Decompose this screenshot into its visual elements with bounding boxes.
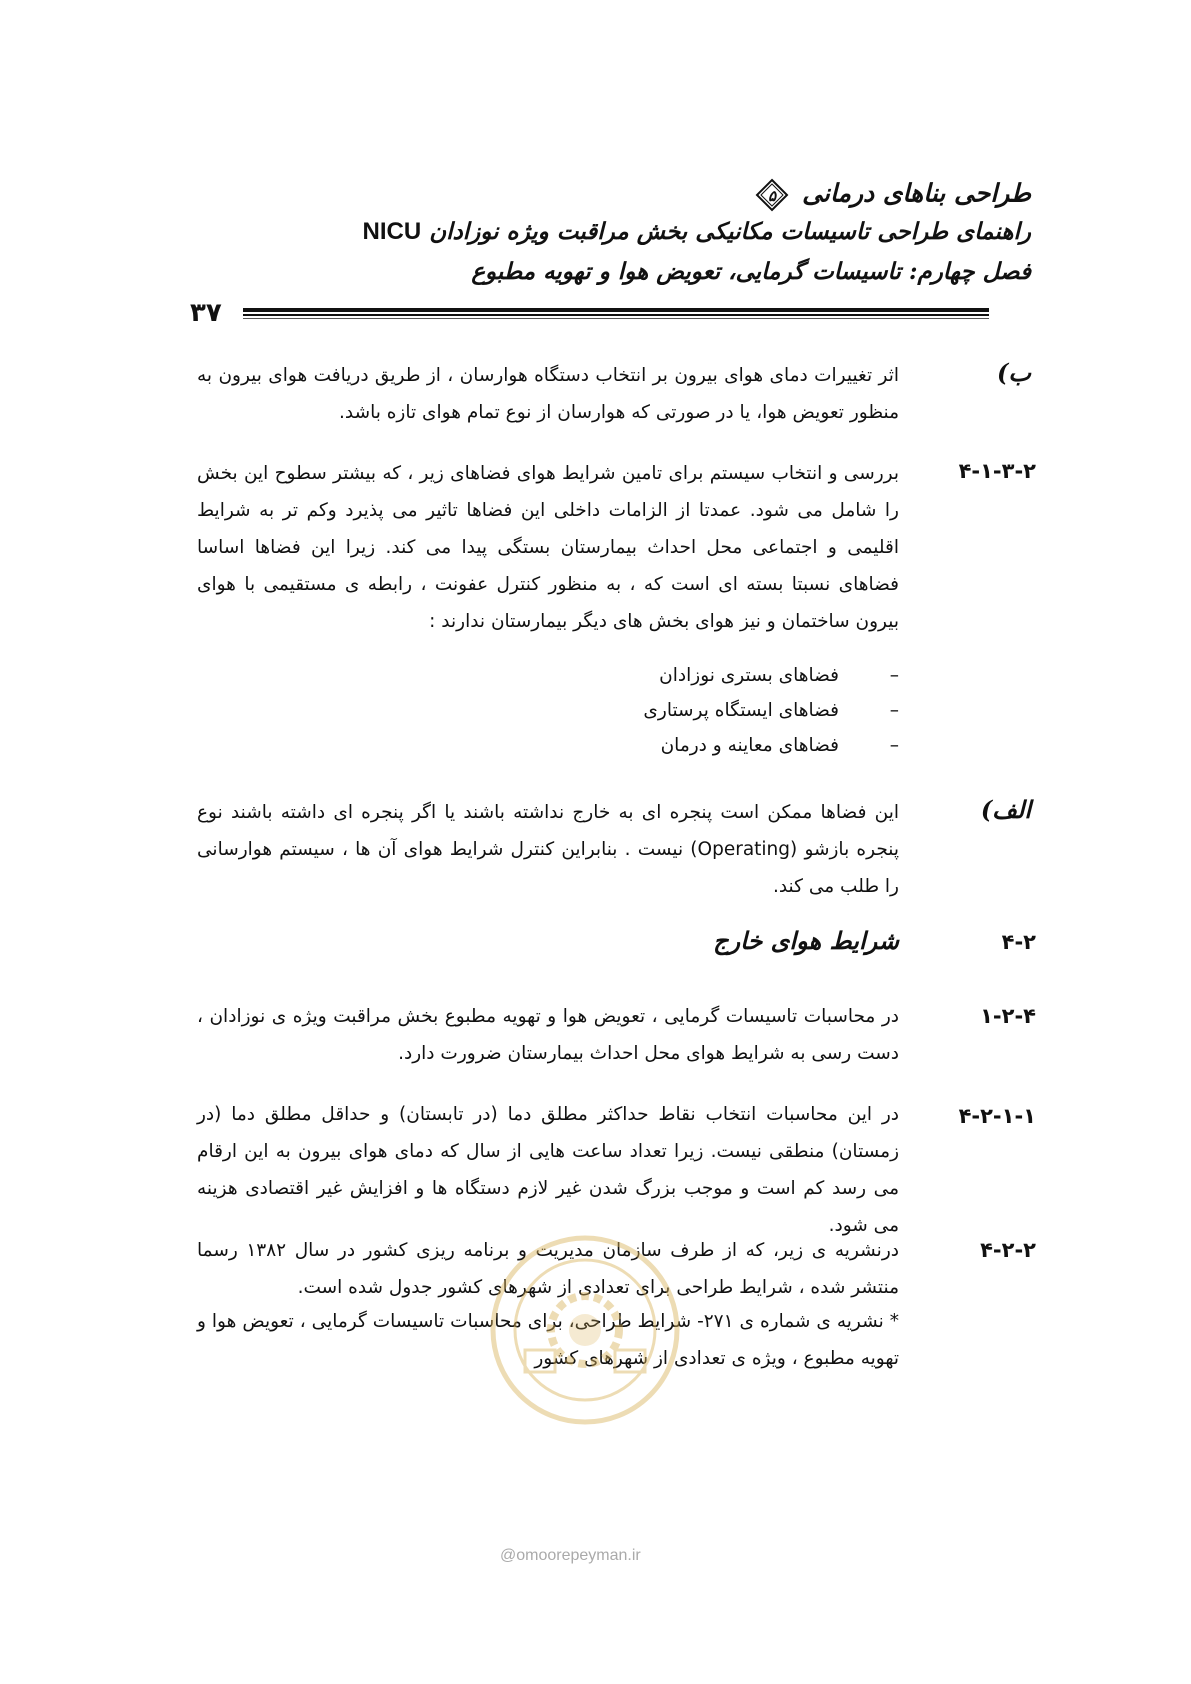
paragraph-b: اثر تغییرات دمای هوای بیرون بر انتخاب دستگاه هوارسان ، از طریق دریافت هوای بیرون به منظور تعویض هوا، یا در صورتی که هوارسان از نوع تمام هوای تازه باشد. xyxy=(197,365,899,423)
bullet-dash: – xyxy=(889,665,899,686)
clause-number-4-1-3-2: ۴-۱-۳-۲ xyxy=(958,459,1036,483)
seal-stamp-icon xyxy=(485,1230,685,1430)
bullet-dash: – xyxy=(889,700,899,721)
bullet-item xyxy=(661,727,899,764)
guide-title xyxy=(363,218,1031,246)
chapter-title: فصل چهارم: تاسیسات گرمایی، تعویض هوا و تهویه مطبوع xyxy=(471,258,1031,285)
site-watermark: @omoorepeyman.ir xyxy=(500,1547,641,1564)
item-label-alef: الف) xyxy=(980,795,1031,824)
paragraph-4-1-3-2: بررسی و انتخاب سیستم برای تامین شرایط هوای فضاهای زیر ، که بیشتر سطوح این بخش را شامل می شود. عمدتا از الزامات داخلی این فضاها تاثیر می پذیرد وکم تر به شرایط اقلیمی و اجتماعی محل احداث بیمارستان بستگی پیدا می کند. زیرا این فضاها اساسا فضاهای نسبتا بسته ای است که ، به منظور کنترل عفونت ، رابطه ی مستقیمی با هوای بیرون ساختمان و نیز هوای بخش های دیگر بیمارستان ندارند : xyxy=(197,463,899,632)
clause-number-4-2-1-1: ۴-۲-۱-۱ xyxy=(958,1104,1036,1128)
paragraph-4-2-1-1: در این محاسبات انتخاب نقاط حداکثر مطلق دما (در تابستان) و حداقل مطلق دما (در زمستان) منطقی نیست. زیرا تعداد ساعت هایی از سال که دمای هوای بیرون به این ارقام می رسد کم است و موجب بزرگ شدن غیر لازم دستگاه ها و افزایش غیر اقتصادی هزینه می شود. xyxy=(197,1104,899,1236)
paragraph-4-2-1: در محاسبات تاسیسات گرمایی ، تعویض هوا و تهویه مطبوع بخش مراقبت ویژه ی نوزادان ، دست رسی به شرایط هوای محل احداث بیمارستان ضرورت دارد. xyxy=(197,1006,899,1064)
item-label-b: ب) xyxy=(997,358,1031,387)
volume-badge-icon xyxy=(755,178,789,212)
bullet-text: فضاهای معاینه و درمان xyxy=(660,735,839,756)
bullet-text: فضاهای بستری نوزادان xyxy=(659,665,839,686)
section-title: شرایط هوای خارج xyxy=(713,926,899,955)
header-rule-hairline xyxy=(243,318,989,319)
section-number: ۴-۲ xyxy=(1001,930,1036,954)
bullet-text: فضاهای ایستگاه پرستاری xyxy=(643,700,839,721)
footnote-text: نشریه ی شماره ی ۲۷۱- شرایط طراحی، برای محاسبات تاسیسات گرمایی ، تعویض هوا و تهویه مطبوع ، ویژه ی تعدادی از شهرهای کشور xyxy=(197,1311,899,1369)
paragraph-4-2-2: درنشریه ی زیر، که از طرف سازمان مدیریت و برنامه ریزی کشور در سال ۱۳۸۲ رسما منتشر شده ، شرایط طراحی برای تعدادی از شهرهای کشور جدول شده است. xyxy=(197,1240,899,1298)
bullet-dash: – xyxy=(889,735,899,756)
book-title-text: طراحی بناهای درمانی xyxy=(802,178,1031,208)
guide-title-text: راهنمای طراحی تاسیسات مکانیکی بخش مراقبت ویژه نوزادان xyxy=(429,218,1031,245)
paragraph-alef: این فضاها ممکن است پنجره ای به خارج نداشته باشند یا اگر پنجره ای داشته باشند نوع پنجره بازشو (Operating) نیست . بنابراین کنترل شرایط هوای آن ها ، سیستم هوارسانی را طلب می کند. xyxy=(197,802,899,897)
page-number: ۳۷ xyxy=(190,298,222,328)
footnote-mark: * xyxy=(889,1311,899,1332)
bullet-item xyxy=(643,692,899,729)
header-rule-thin xyxy=(243,314,989,316)
header-rule xyxy=(243,308,989,312)
book-title xyxy=(751,178,1031,212)
guide-acronym: NICU xyxy=(362,218,422,245)
clause-number-4-2-2: ۴-۲-۲ xyxy=(980,1238,1036,1262)
bullet-item xyxy=(659,657,899,694)
volume-number: ۵ xyxy=(768,187,777,205)
clause-number-4-2-1: ۱-۲-۴ xyxy=(980,1004,1036,1028)
